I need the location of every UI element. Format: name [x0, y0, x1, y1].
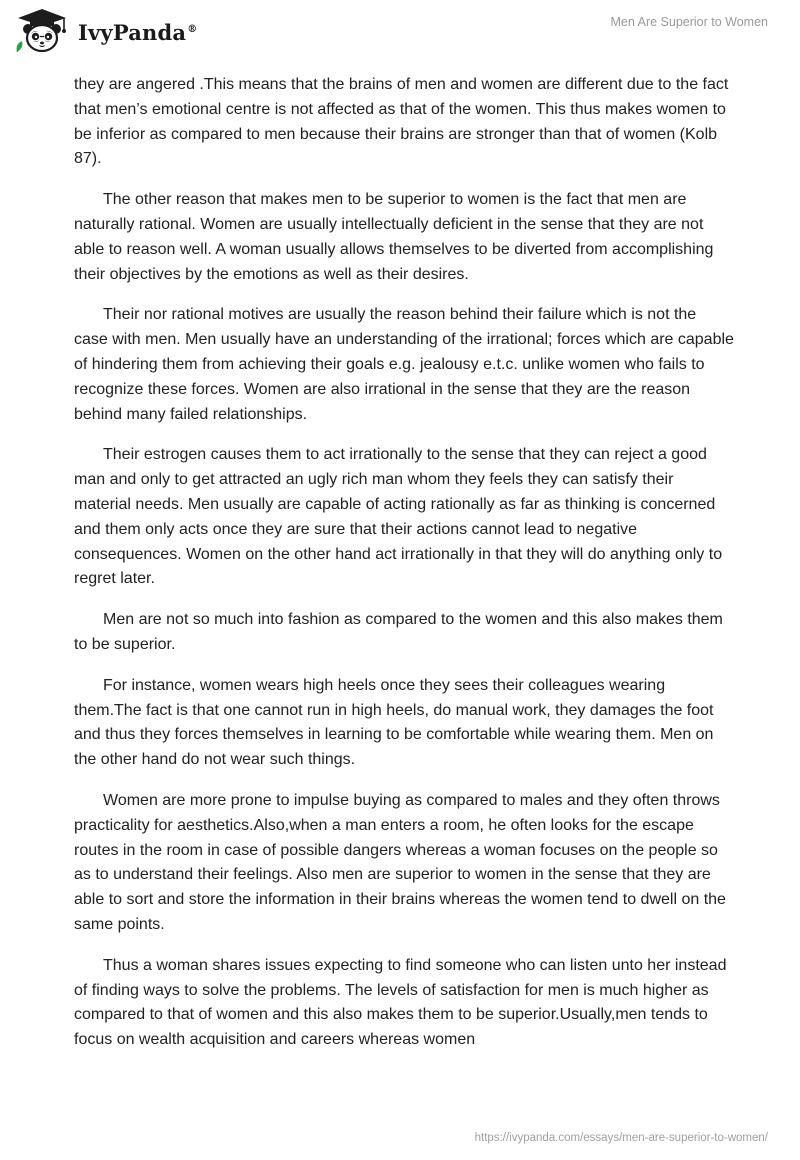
- document-title: Men Are Superior to Women: [610, 15, 768, 29]
- paragraph: Thus a woman shares issues expecting to find someone who can listen unto her instead of finding ways to solve the problems. The levels of satisfaction for men is much higher as compared to that of women and this also makes them to be superior.Usually,men tends to focus on wealth acquisition and careers whereas women: [74, 956, 727, 1049]
- paragraph: Men are not so much into fashion as compared to the women and this also makes them to be superior.: [74, 611, 723, 653]
- paragraph: For instance, women wears high heels once they sees their colleagues wearing them.The fact is that one cannot run in high heels, do manual work, they damages the foot and thus they forces themselves in learning to be comfortable while wearing them. Men on the other hand do not wear such things.: [74, 676, 714, 769]
- logo[interactable]: [14, 8, 197, 54]
- registered-mark: ®: [187, 23, 198, 35]
- paragraph: Their nor rational motives are usually the reason behind their failure which is not the case with men. Men usually have an understanding of the irrational; forces which are capable of hindering them from achieving their goals e.g. jealousy e.t.c. unlike women who fails to recognize these forces. Women are also irrational in the sense that they are the reason behind many failed relationships.: [74, 306, 734, 423]
- paragraph: Their estrogen causes them to act irrationally to the sense that they can reject a good man and only to get attracted an ugly rich man whom they feels they can satisfy their material needs. Men usually are capable of acting rationally as far as thinking is concerned and them only acts once they are sure that their actions cannot lead to negative consequences. Women on the other hand act irrationally in that they will do anything only to regret later.: [74, 446, 723, 588]
- page-header: [0, 0, 800, 70]
- paragraph: they are angered .This means that the brains of men and women are different due to the fact that men’s emotional centre is not affected as that of the women. This thus makes women to be inferior as compared to men because their brains are stronger than that of women (Kolb 87).: [74, 76, 729, 168]
- paragraph: Women are more prone to impulse buying as compared to males and they often throws practicality for aesthetics.Also,when a man enters a room, he often looks for the escape routes in the room in case of possible dangers whereas a woman focuses on the people so as to understand their feelings. Also men are superior to women in the sense that they are able to sort and store the information in their brains whereas the women tend to dwell on the same points.: [74, 791, 726, 933]
- source-url[interactable]: https://ivypanda.com/essays/men-are-superior-to-women/: [474, 1132, 768, 1144]
- panda-graduate-logo-icon: [14, 8, 70, 54]
- brand-name: IvyPanda®: [78, 19, 198, 45]
- essay-body: [74, 73, 734, 1069]
- paragraph: The other reason that makes men to be superior to women is the fact that men are naturally rational. Women are usually intellectually deficient in the sense that they are not able to reason well. A woman usually allows themselves to be diverted from accomplishing their objectives by the emotions as well as their desires.: [74, 191, 714, 283]
